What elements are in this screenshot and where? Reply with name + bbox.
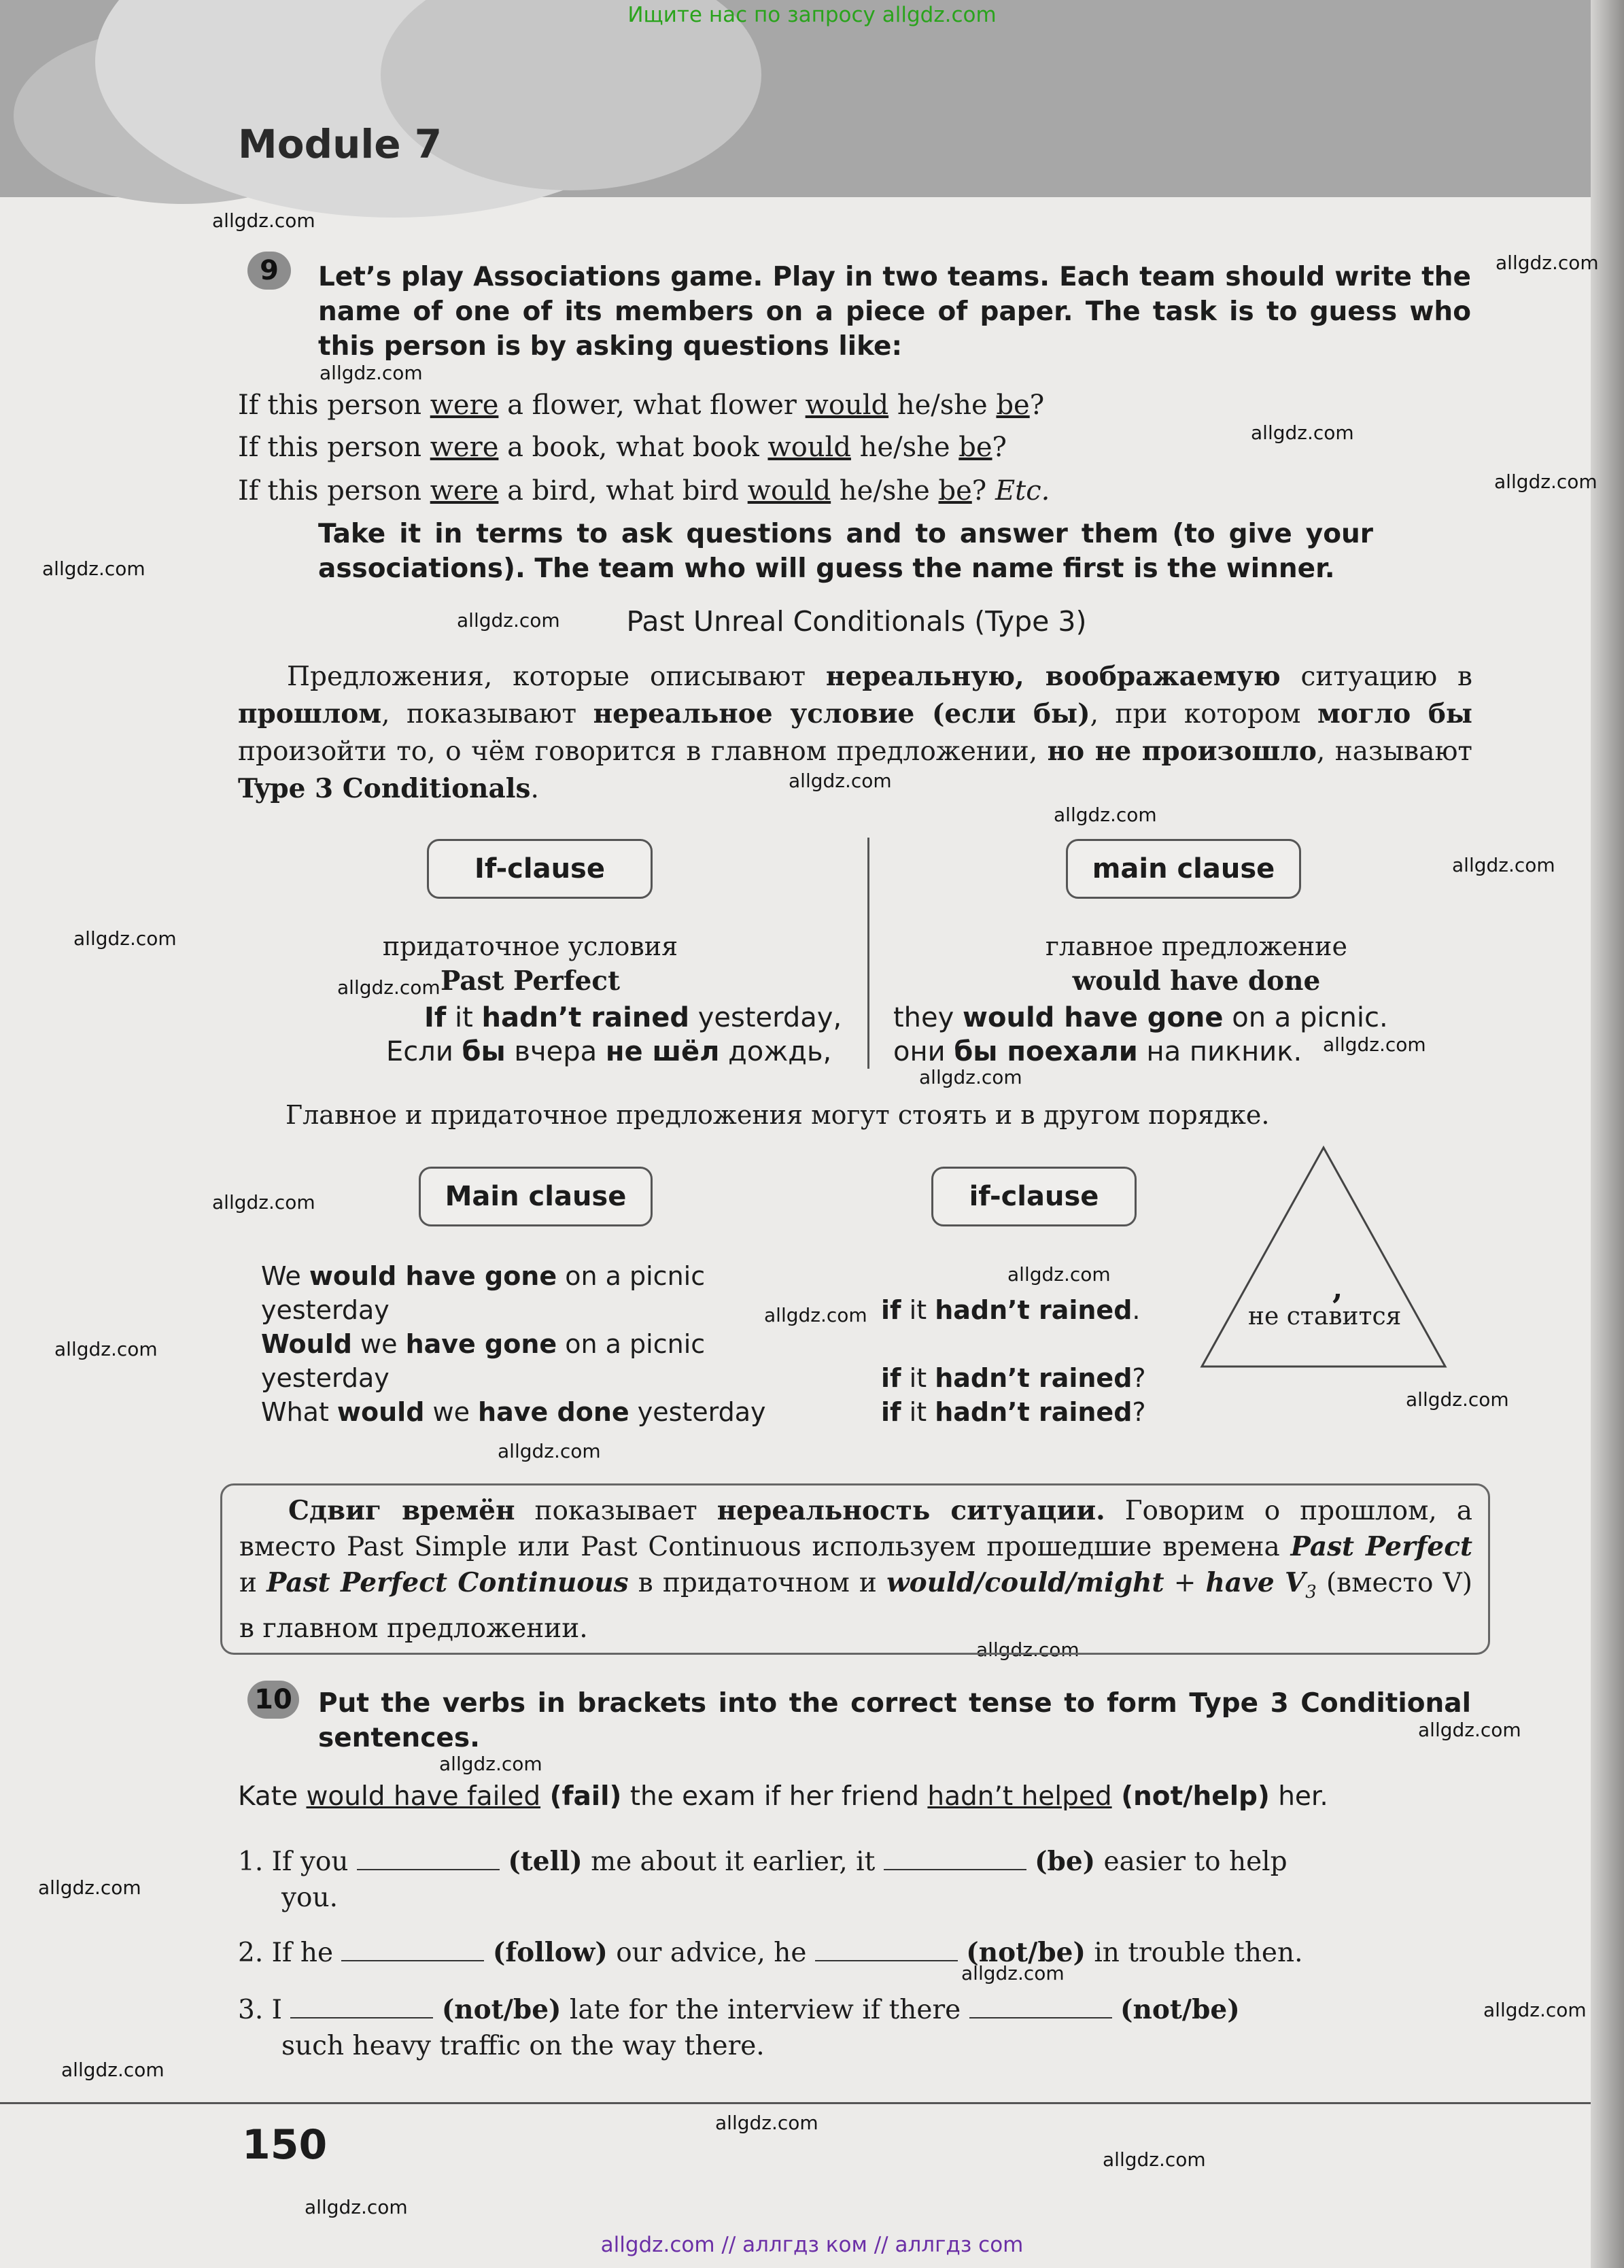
grammar-heading: Past Unreal Conditionals (Type 3) [626,605,1087,638]
bottom-watermark-link[interactable]: allgdz.com // аллгдз ком // аллгдз com [600,2233,1024,2257]
comma-mark: , [1332,1271,1343,1306]
reorder-main-2-cont: yesterday [261,1363,390,1393]
watermark-stamp: allgdz.com [789,770,892,792]
if-clause-tense: Past Perfect [440,965,621,997]
no-comma-triangle [1199,1145,1448,1369]
exercise-10-item-3-cont: such heavy traffic on the way there. [281,2031,765,2061]
if-clause-label: If-clause [427,839,653,899]
page-edge-shadow [1591,0,1624,2268]
exercise-10-task: Put the verbs in brackets into the correct tense to form Type 3 Conditional sentences. [318,1688,1471,1753]
watermark-stamp: allgdz.com [61,2059,165,2081]
header-banner [0,0,1624,197]
watermark-stamp: allgdz.com [919,1066,1022,1088]
watermark-stamp: allgdz.com [961,1962,1065,1984]
answer-blank[interactable] [341,1937,484,1961]
reorder-if-1: if it hadn’t rained. [881,1295,1141,1325]
answer-blank[interactable] [884,1846,1026,1870]
exercise-10-example: Kate would have failed (fail) the exam if her friend hadn’t helped (not/help) her. [238,1781,1328,1812]
watermark-stamp: allgdz.com [42,557,145,580]
main-clause-form: would have done [1072,965,1321,997]
top-watermark-link[interactable]: Ищите нас по запросу allgdz.com [627,3,997,27]
tense-shift-rule: Сдвиг времён показывает нереальность ситуации. Говорим о прошлом, а вместо Past Simple или Past Continuous используем прошедшие времена Past Perfect и Past Perfect Continuous в придаточном и would/could/might + have $V_3$ (вместо V) в главном предложении. [239,1495,1473,1644]
reorder-main-2: Would we have gone on a picnic [261,1329,706,1359]
question-line-1: If this person were a flower, what flower would he/she be? [238,390,1045,421]
example-if-clause-ru: Если бы вчера не шёл дождь, [386,1036,832,1067]
exercise-10-item-1-cont: you. [281,1883,339,1913]
example-main-clause: they would have gone on a picnic. [893,1002,1388,1033]
no-comma-caption: не ставится [1248,1303,1402,1330]
watermark-stamp: allgdz.com [1452,854,1555,876]
watermark-stamp: allgdz.com [212,1191,315,1214]
answer-blank[interactable] [290,1994,433,2018]
main-clause-label: main clause [1066,839,1301,899]
example-main-clause-ru: они бы поехали на пикник. [893,1036,1302,1067]
answer-blank[interactable] [969,1994,1112,2018]
exercise-10-number: 10 [247,1681,299,1719]
if-clause-label-2: if-clause [931,1167,1137,1226]
watermark-stamp: allgdz.com [764,1304,867,1326]
answer-blank[interactable] [357,1846,500,1870]
main-clause-label-2: Main clause [419,1167,653,1226]
watermark-stamp: allgdz.com [337,976,440,999]
if-clause-caption: придаточное условия [382,931,678,961]
answer-blank[interactable] [815,1937,958,1961]
exercise-10-item-1: 1. If you (tell) me about it earlier, it (be) easier to help [238,1846,1288,1877]
reorder-main-3: What would we have done yesterday [261,1397,766,1427]
watermark-stamp: allgdz.com [73,927,177,950]
exercise-9-task-2: Take it in terms to ask questions and to answer them (to give your associations). The team who will guess the name first is the winner. [318,519,1373,584]
watermark-stamp: allgdz.com [1007,1263,1111,1286]
reorder-if-3: if it hadn’t rained? [881,1397,1146,1427]
watermark-stamp: allgdz.com [498,1440,601,1462]
page-number: 150 [242,2121,328,2169]
watermark-stamp: allgdz.com [212,209,315,232]
main-clause-caption: главное предложение [1045,931,1347,961]
watermark-stamp: allgdz.com [1406,1388,1509,1411]
reorder-main-1: We would have gone on a picnic [261,1261,706,1291]
clause-divider [867,838,869,1069]
reorder-if-2: if it hadn’t rained? [881,1363,1146,1393]
question-line-3: If this person were a bird, what bird would he/she be? Etc. [238,475,1050,506]
question-line-2: If this person were a book, what book would he/she be? [238,432,1007,463]
watermark-stamp: allgdz.com [54,1338,158,1360]
watermark-stamp: allgdz.com [1483,1999,1587,2021]
watermark-stamp: allgdz.com [38,1876,141,1899]
exercise-9-task: Let’s play Associations game. Play in two teams. Each team should write the name of one of its members on a piece of paper. The task is to guess who this person is by asking questions like: [318,262,1471,362]
watermark-stamp: allgdz.com [1494,470,1597,493]
example-if-clause: If it hadn’t rained yesterday, [424,1002,842,1033]
watermark-stamp: allgdz.com [715,2112,818,2134]
watermark-stamp: allgdz.com [457,609,560,632]
footer-divider [0,2102,1591,2104]
grammar-explanation: Предложения, которые описывают нереальную, воображаемую ситуацию в прошлом, показывают нереальное условие (если бы), при котором могло бы произойти то, о чём говорится в главном предложении, но не произошло, называют Type 3 Conditionals. [238,661,1473,804]
exercise-10-item-3: 3. I (not/be) late for the interview if there (not/be) [238,1994,1240,2025]
watermark-stamp: allgdz.com [1496,252,1599,274]
watermark-stamp: allgdz.com [1418,1719,1521,1741]
watermark-stamp: allgdz.com [439,1753,542,1775]
watermark-stamp: allgdz.com [319,362,423,384]
exercise-9-number: 9 [247,252,291,290]
exercise-10-item-2: 2. If he (follow) our advice, he (not/be) in trouble then. [238,1937,1303,1968]
watermark-stamp: allgdz.com [1103,2148,1206,2171]
watermark-stamp: allgdz.com [976,1638,1079,1661]
watermark-stamp: allgdz.com [305,2196,408,2218]
watermark-stamp: allgdz.com [1054,804,1157,826]
reorder-main-1-cont: yesterday [261,1295,390,1325]
order-note: Главное и придаточное предложения могут стоять и в другом порядке. [286,1100,1270,1130]
module-title: Module 7 [238,121,443,167]
watermark-stamp: allgdz.com [1323,1033,1426,1056]
watermark-stamp: allgdz.com [1251,422,1354,444]
